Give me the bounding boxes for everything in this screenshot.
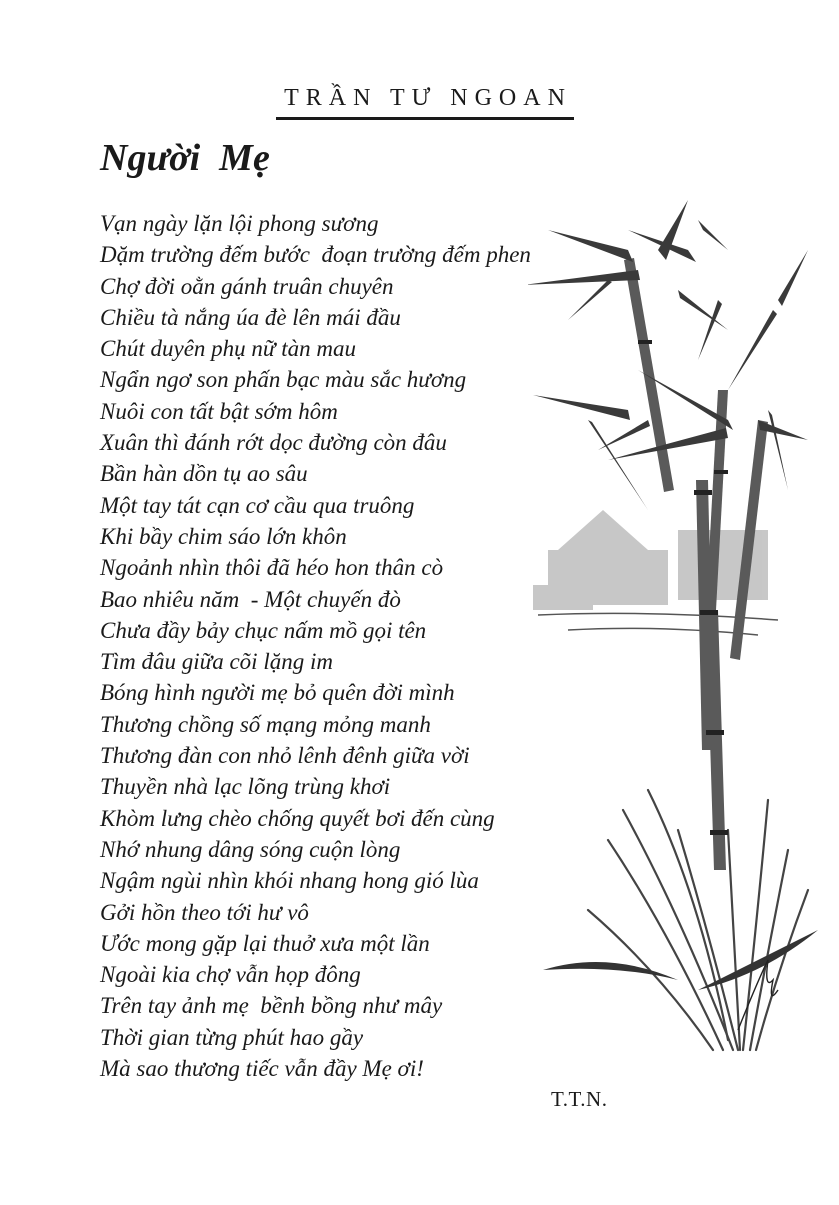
poem-line: Ngậm ngùi nhìn khói nhang hong gió lùa: [100, 868, 479, 894]
poem-line: Thuyền nhà lạc lõng trùng khơi: [100, 774, 391, 800]
poem-line: Bao nhiêu năm - Một chuyến đò: [100, 586, 401, 612]
poem-title: Người Mẹ: [100, 137, 270, 179]
poem-line: Nhớ nhung dâng sóng cuộn lòng: [100, 836, 401, 862]
poem-line: Ngoảnh nhìn thôi đã héo hon thân cò: [100, 555, 444, 581]
bamboo-illustration: [528, 190, 828, 1070]
poem-line: Bần hàn dồn tụ ao sâu: [100, 461, 308, 487]
poem-line: Trên tay ảnh mẹ bềnh bồng như mây: [100, 993, 443, 1019]
poem-line: Nuôi con tất bật sớm hôm: [100, 398, 338, 424]
poem-line: Chiều tà nắng úa đè lên mái đầu: [100, 304, 401, 330]
poem-line: Khòm lưng chèo chống quyết bơi đến cùng: [100, 805, 495, 831]
poem-line: Khi bầy chim sáo lớn khôn: [100, 523, 347, 549]
poem-line: Bóng hình người mẹ bỏ quên đời mình: [100, 680, 455, 706]
page-header: [276, 84, 574, 120]
poem-line: Ước mong gặp lại thuở xưa một lần: [100, 930, 430, 956]
poem-line: Tìm đâu giữa cõi lặng im: [100, 649, 333, 675]
poem-line: Chút duyên phụ nữ tàn mau: [100, 336, 356, 362]
poem-line: Chợ đời oằn gánh truân chuyên: [100, 273, 394, 299]
poem-line: Ngoài kia chợ vẫn họp đông: [100, 962, 361, 988]
poem-line: Thương đàn con nhỏ lênh đênh giữa vời: [100, 743, 470, 769]
poem-body: [100, 208, 531, 1084]
poem-line: Chưa đầy bảy chục nấm mồ gọi tên: [100, 617, 427, 643]
poem-line: Thời gian từng phút hao gầy: [100, 1024, 364, 1050]
header-rule: [276, 117, 574, 120]
author-name: TRẦN TƯ NGOAN: [284, 85, 572, 111]
poem-line: Thương chồng số mạng mỏng manh: [100, 711, 431, 737]
poem-line: Dặm trường đếm bước đoạn trường đếm phen: [100, 242, 531, 268]
poem-line: Một tay tát cạn cơ cầu qua truông: [100, 492, 415, 518]
poem-signature: T.T.N.: [551, 1087, 608, 1111]
poem-line: Mà sao thương tiếc vẫn đầy Mẹ ơi!: [100, 1056, 424, 1082]
poem-line: Xuân thì đánh rớt dọc đường còn đâu: [100, 430, 447, 456]
poem-line: Gởi hồn theo tới hư vô: [100, 899, 309, 925]
poem-line: Ngẩn ngơ son phấn bạc màu sắc hương: [100, 367, 467, 393]
poem-line: Vạn ngày lặn lội phong sương: [100, 211, 379, 236]
